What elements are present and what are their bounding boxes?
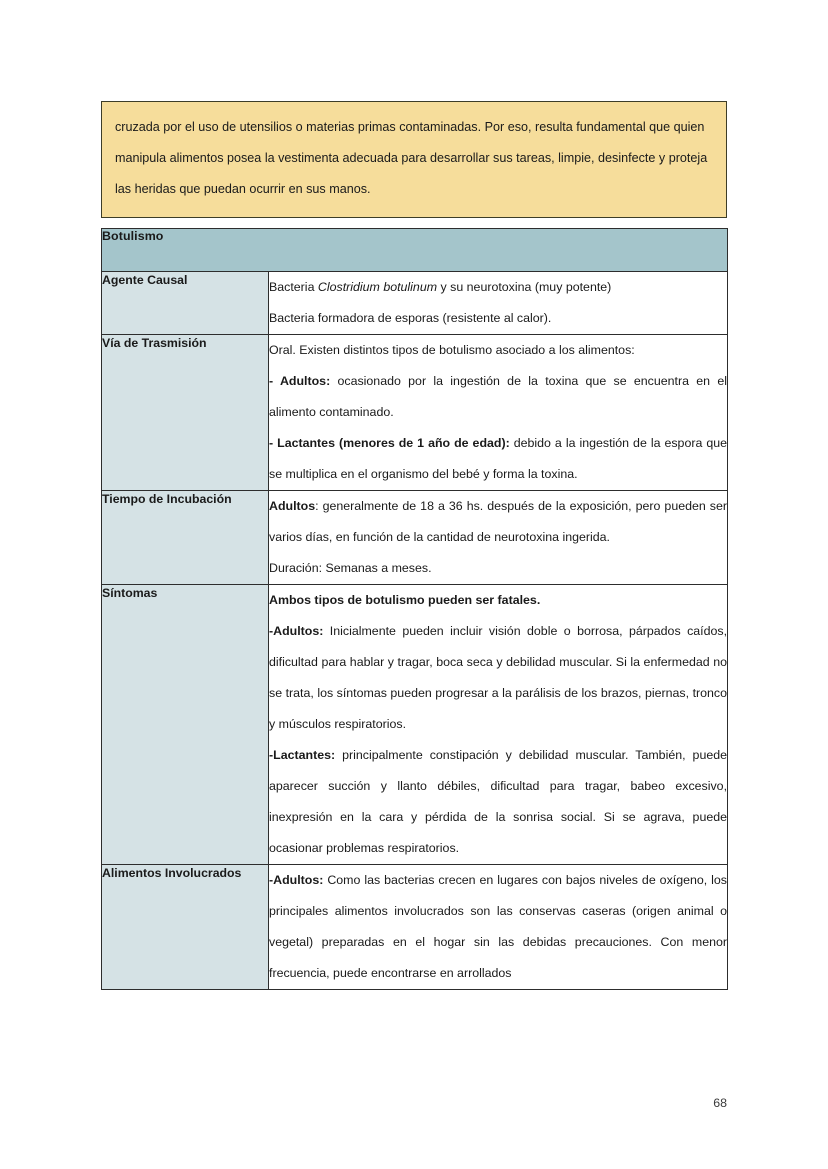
row-paragraph [269, 272, 727, 303]
text-run: - Lactantes (menores de 1 año de edad): [269, 436, 510, 450]
callout-box [101, 101, 727, 218]
row-label: Agente Causal [102, 273, 188, 287]
text-run: -Adultos: [269, 873, 324, 887]
row-label: Vía de Trasmisión [102, 336, 207, 350]
table-row [102, 335, 728, 491]
row-content-cell [269, 272, 728, 335]
row-paragraph [269, 428, 727, 490]
row-paragraph [269, 553, 727, 584]
table-body [102, 272, 728, 990]
row-content-cell [269, 585, 728, 865]
text-run: principalmente constipación y debilidad muscular. También, puede aparecer succión y llanto débiles, dificultad para tragar, babeo excesivo, inexpresión en la cara y pérdida de la sonrisa social. Si se agrava, puede ocasionar problemas respiratorios. [269, 748, 728, 855]
row-label-cell [102, 272, 269, 335]
callout-text: cruzada por el uso de utensilios o materias primas contaminadas. Por eso, resulta fundamental que quien manipula alimentos posea la vestimenta adecuada para desarrollar sus tareas, limpie, desinfecte y proteja las heridas que puedan ocurrir en sus manos. [115, 120, 708, 196]
table-header-row [102, 229, 728, 272]
text-run: Duración: Semanas a meses. [269, 561, 432, 575]
page-number: 68 [713, 1096, 727, 1110]
row-content-cell [269, 491, 728, 585]
text-run: ocasionado por la ingestión de la toxina que se encuentra en el alimento contaminado. [269, 374, 727, 419]
row-paragraph [269, 865, 727, 989]
text-run: debido a la ingestión de la espora que se multiplica en el organismo del bebé y forma la toxina. [269, 436, 728, 481]
row-paragraph [269, 491, 727, 553]
text-run: y su neurotoxina (muy potente) [437, 280, 612, 294]
text-run: Oral. Existen distintos tipos de botulismo asociado a los alimentos: [269, 343, 635, 357]
text-run: -Adultos: [269, 624, 324, 638]
text-run: Bacteria [269, 280, 318, 294]
text-run: Como las bacterias crecen en lugares con bajos niveles de oxígeno, los principales alimentos involucrados son las conservas caseras (origen animal o vegetal) preparadas en el hogar sin las debidas precauciones. Con menor frecuencia, puede encontrarse en arrollados [269, 873, 728, 980]
row-paragraph [269, 366, 727, 428]
row-paragraph [269, 335, 727, 366]
table-row [102, 491, 728, 585]
row-content-cell [269, 335, 728, 491]
table-row [102, 865, 728, 990]
row-paragraph [269, 585, 727, 616]
text-run: -Lactantes: [269, 748, 336, 762]
row-label-cell [102, 491, 269, 585]
table-row [102, 272, 728, 335]
row-paragraph [269, 740, 727, 864]
text-run: Ambos tipos de botulismo pueden ser fatales. [269, 593, 541, 607]
table-row [102, 585, 728, 865]
row-label-cell [102, 335, 269, 491]
row-label-cell [102, 865, 269, 990]
row-paragraph [269, 616, 727, 740]
text-run: Clostridium botulinum [317, 280, 438, 294]
row-paragraph [269, 303, 727, 334]
row-label: Síntomas [102, 586, 158, 600]
table-title-cell: Botulismo [102, 229, 728, 272]
row-label: Tiempo de Incubación [102, 492, 232, 506]
botulismo-table [101, 228, 728, 990]
text-run: - Adultos: [269, 374, 331, 388]
text-run: : generalmente de 18 a 36 hs. después de la exposición, pero pueden ser varios días, en función de la cantidad de neurotoxina ingerida. [269, 499, 728, 544]
row-label-cell [102, 585, 269, 865]
text-run: Adultos [269, 499, 316, 513]
text-run: Inicialmente pueden incluir visión doble o borrosa, párpados caídos, dificultad para hablar y tragar, boca seca y debilidad muscular. Si la enfermedad no se trata, los síntomas pueden progresar a la parálisis de los brazos, piernas, tronco y músculos respiratorios. [269, 624, 728, 731]
row-content-cell [269, 865, 728, 990]
row-label: Alimentos Involucrados [102, 866, 242, 880]
text-run: Bacteria formadora de esporas (resistente al calor). [269, 311, 552, 325]
table-head [102, 229, 728, 272]
